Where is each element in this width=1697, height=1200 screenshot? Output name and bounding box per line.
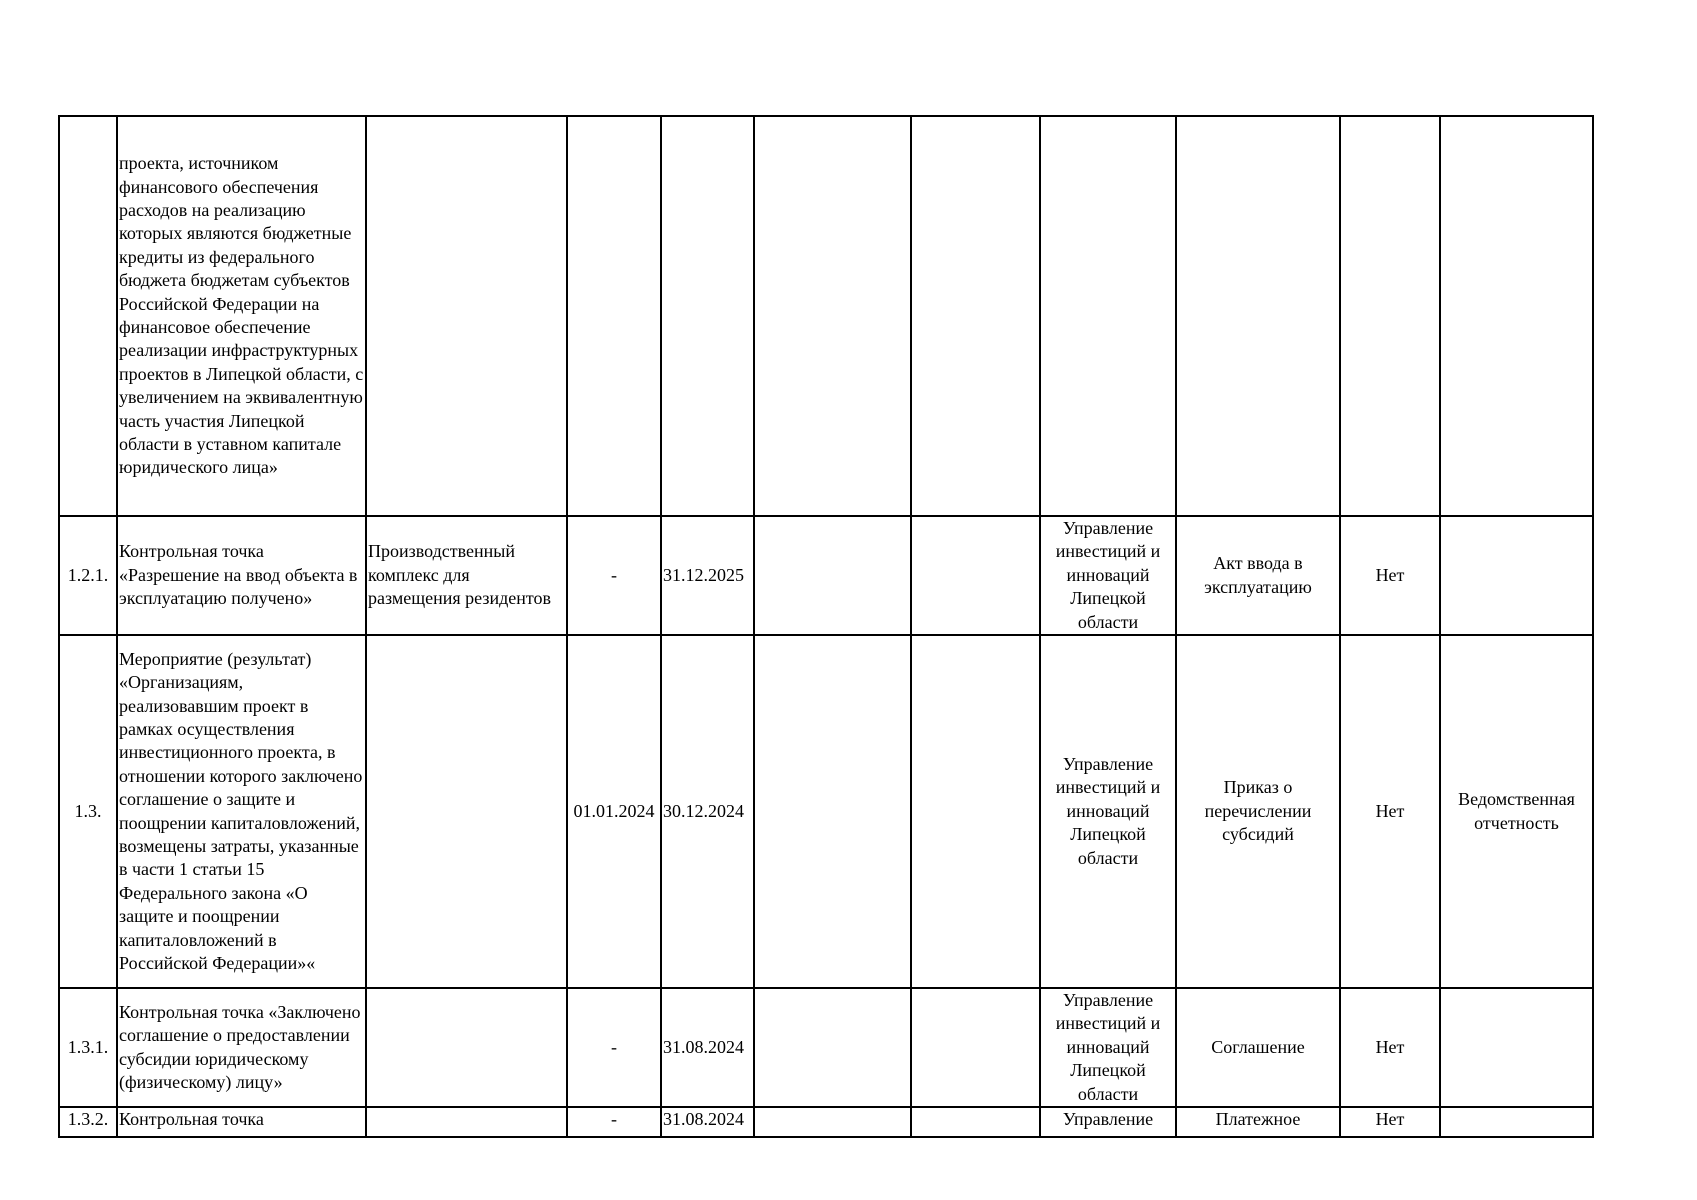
row-document <box>1176 116 1340 516</box>
row-reporting: Ведомственная отчетность <box>1440 635 1593 988</box>
row-object <box>366 1107 567 1137</box>
row-flag: Нет <box>1340 516 1440 635</box>
row-empty-cell <box>911 988 1040 1107</box>
row-empty-cell <box>754 635 911 988</box>
row-reporting <box>1440 516 1593 635</box>
row-empty-cell <box>911 116 1040 516</box>
row-start-date: - <box>567 516 661 635</box>
row-responsible: Управление инвестиций и инноваций Липецкой области <box>1040 635 1176 988</box>
row-flag: Нет <box>1340 1107 1440 1137</box>
row-end-date: 31.08.2024 <box>661 1107 754 1137</box>
row-empty-cell <box>754 988 911 1107</box>
row-flag: Нет <box>1340 988 1440 1107</box>
row-document: Приказ о перечислении субсидий <box>1176 635 1340 988</box>
row-name: Контрольная точка «Разрешение на ввод объекта в эксплуатацию получено» <box>117 516 366 635</box>
row-number <box>59 116 117 516</box>
row-end-date <box>661 116 754 516</box>
row-empty-cell <box>754 116 911 516</box>
row-reporting <box>1440 116 1593 516</box>
row-document: Соглашение <box>1176 988 1340 1107</box>
row-number: 1.3. <box>59 635 117 988</box>
row-end-date: 31.12.2025 <box>661 516 754 635</box>
row-reporting <box>1440 988 1593 1107</box>
row-responsible: Управление инвестиций и инноваций Липецкой области <box>1040 516 1176 635</box>
row-name: Мероприятие (результат) «Организациям, реализовавшим проект в рамках осуществления инвестиционного проекта, в отношении которого заключено соглашение о защите и поощрении капиталовложений, возмещены затраты, указанные в части 1 статьи 15 Федерального закона «О защите и поощрении капиталовложений в Российской Федерации»« <box>117 635 366 988</box>
row-end-date: 31.08.2024 <box>661 988 754 1107</box>
row-start-date: - <box>567 988 661 1107</box>
row-reporting <box>1440 1107 1593 1137</box>
row-number: 1.2.1. <box>59 516 117 635</box>
row-object <box>366 988 567 1107</box>
table-row <box>59 988 1593 1107</box>
row-object <box>366 635 567 988</box>
row-document: Акт ввода в эксплуатацию <box>1176 516 1340 635</box>
table-row <box>59 1107 1593 1137</box>
row-start-date <box>567 116 661 516</box>
row-name: Контрольная точка <box>117 1107 366 1137</box>
table-row <box>59 635 1593 988</box>
row-responsible <box>1040 116 1176 516</box>
row-document: Платежное <box>1176 1107 1340 1137</box>
row-number: 1.3.2. <box>59 1107 117 1137</box>
row-object: Производственный комплекс для размещения резидентов <box>366 516 567 635</box>
row-number: 1.3.1. <box>59 988 117 1107</box>
row-empty-cell <box>911 1107 1040 1137</box>
row-responsible: Управление <box>1040 1107 1176 1137</box>
row-flag <box>1340 116 1440 516</box>
row-name: проекта, источником финансового обеспечения расходов на реализацию которых являются бюджетные кредиты из федерального бюджета бюджетам субъектов Российской Федерации на финансовое обеспечение реализации инфраструктурных проектов в Липецкой области, с увеличением на эквивалентную часть участия Липецкой области в уставном капитале юридического лица» <box>117 116 366 516</box>
row-responsible: Управление инвестиций и инноваций Липецкой области <box>1040 988 1176 1107</box>
row-end-date: 30.12.2024 <box>661 635 754 988</box>
row-empty-cell <box>911 516 1040 635</box>
table-row <box>59 116 1593 516</box>
row-empty-cell <box>754 1107 911 1137</box>
row-flag: Нет <box>1340 635 1440 988</box>
row-empty-cell <box>911 635 1040 988</box>
row-start-date: - <box>567 1107 661 1137</box>
plan-table <box>58 115 1594 1138</box>
row-name: Контрольная точка «Заключено соглашение о предоставлении субсидии юридическому (физическому) лицу» <box>117 988 366 1107</box>
row-start-date: 01.01.2024 <box>567 635 661 988</box>
row-object <box>366 116 567 516</box>
table-row <box>59 516 1593 635</box>
row-empty-cell <box>754 516 911 635</box>
